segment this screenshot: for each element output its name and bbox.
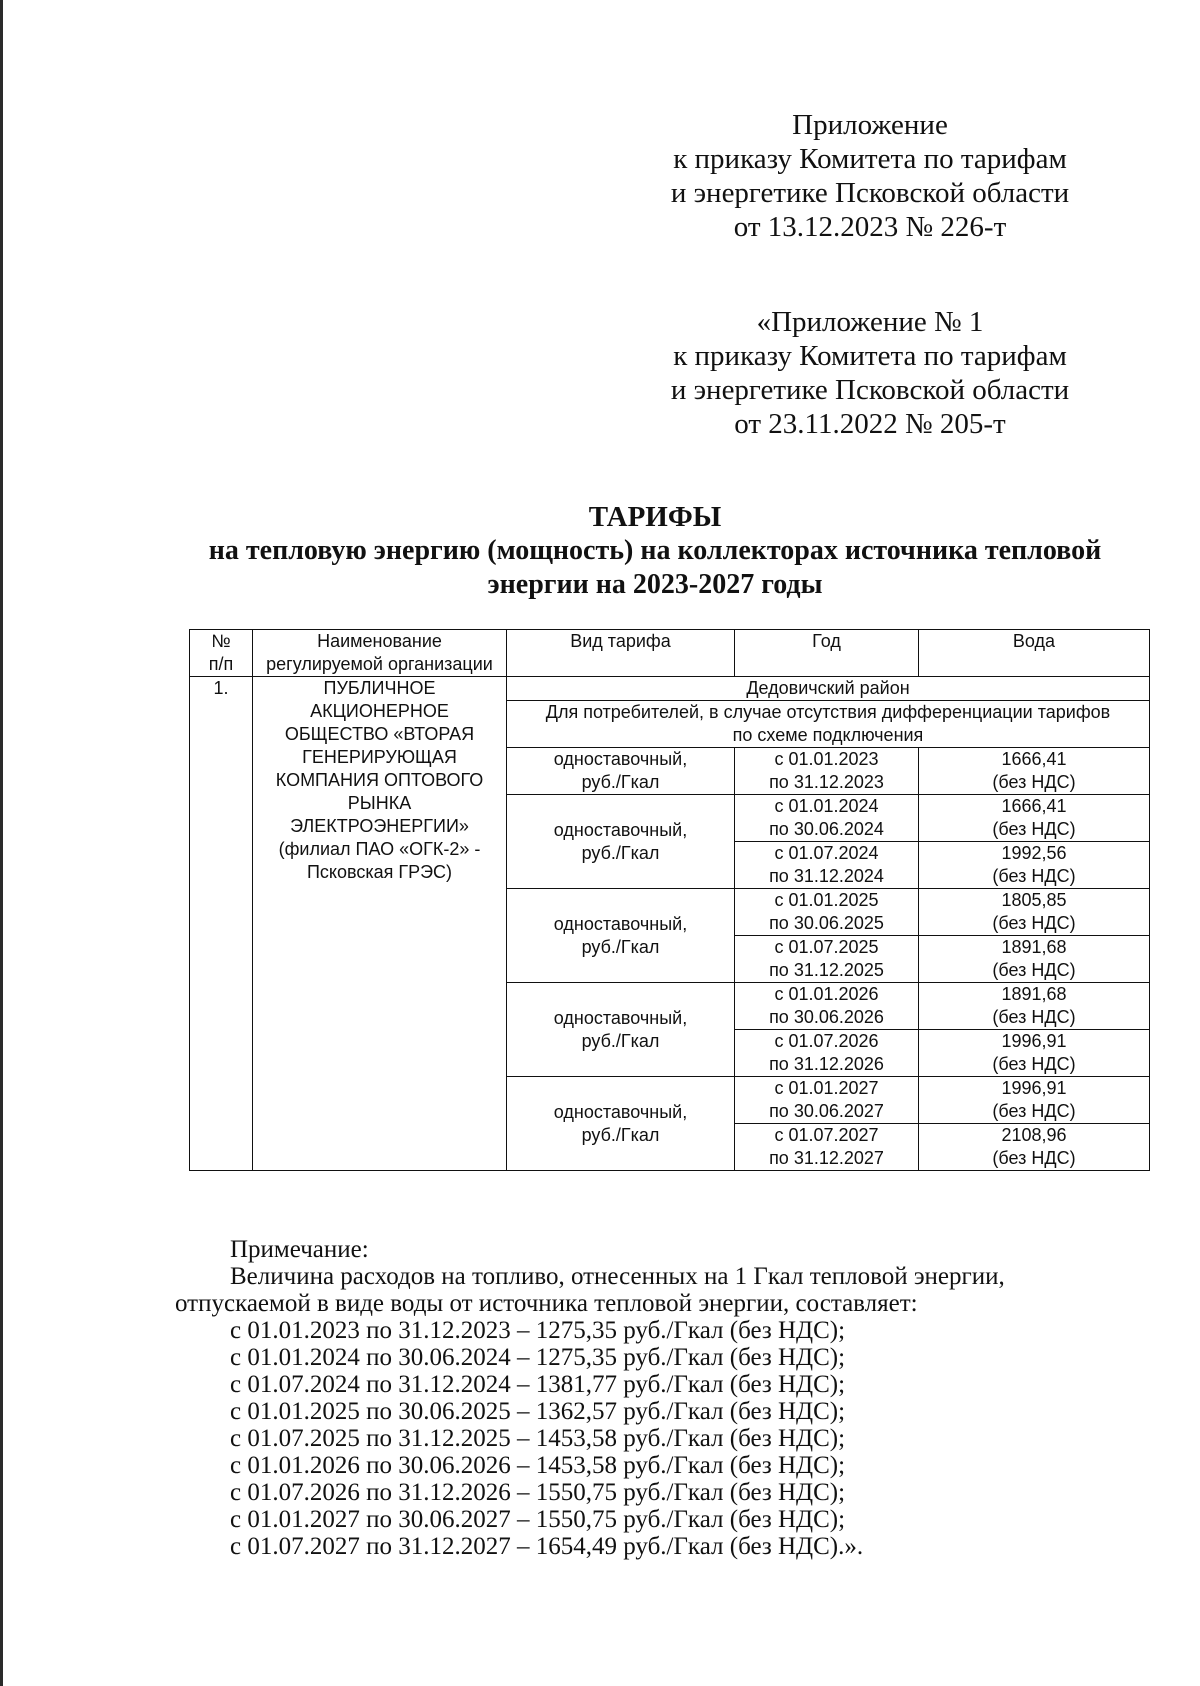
tariff-type-line: руб./Гкал <box>581 772 660 792</box>
vat-note: (без НДС) <box>992 772 1076 792</box>
organization-line: ГЕНЕРИРУЮЩАЯ <box>302 747 457 767</box>
vat-note: (без НДС) <box>992 1148 1076 1168</box>
organization-line: ПУБЛИЧНОЕ <box>323 678 436 698</box>
appendix-line: и энергетике Псковской области <box>670 374 1070 406</box>
organization-line: ЭЛЕКТРОЭНЕРГИИ» <box>290 816 469 836</box>
period-from: с 01.07.2027 <box>774 1125 879 1145</box>
tariff-type-cell <box>507 889 735 983</box>
period-to: по 30.06.2025 <box>769 913 884 933</box>
period-to: по 30.06.2024 <box>769 819 884 839</box>
fuel-cost-item: с 01.07.2024 по 31.12.2024 – 1381,77 руб./Гкал (без НДС); <box>230 1371 846 1398</box>
notes-heading: Примечание: <box>230 1236 369 1263</box>
header-text: регулируемой организации <box>266 654 493 674</box>
tariff-type-line: одноставочный, <box>553 819 688 840</box>
period-from: с 01.01.2024 <box>774 796 879 816</box>
tariff-value: 1666,41 <box>1001 749 1067 769</box>
tariff-type-line: руб./Гкал <box>581 936 660 957</box>
tariff-value: 1666,41 <box>1001 796 1067 816</box>
period-to: по 31.12.2023 <box>769 772 884 792</box>
period-to: по 31.12.2024 <box>769 866 884 886</box>
water-tariff-cell <box>919 748 1150 795</box>
period-cell <box>735 983 919 1030</box>
header-number <box>190 630 253 677</box>
period-to: по 31.12.2027 <box>769 1148 884 1168</box>
period-cell <box>735 889 919 936</box>
tariff-type-cell <box>507 983 735 1077</box>
period-to: по 30.06.2027 <box>769 1101 884 1121</box>
title-subtitle-line: энергии на 2023-2027 годы <box>487 569 823 600</box>
water-tariff-cell <box>919 1030 1150 1077</box>
fuel-cost-item: с 01.07.2027 по 31.12.2027 – 1654,49 руб./Гкал (без НДС).». <box>230 1533 864 1560</box>
tariff-type-line: одноставочный, <box>553 1101 688 1122</box>
organization-name <box>253 677 507 1171</box>
consumer-line: Для потребителей, в случае отсутствия дифференциации тарифов <box>545 702 1111 722</box>
header-text: п/п <box>208 654 234 674</box>
water-tariff-cell <box>919 1077 1150 1124</box>
appendix-line: Приложение <box>792 109 948 141</box>
water-tariff-cell <box>919 842 1150 889</box>
appendix-line: к приказу Комитета по тарифам <box>673 143 1067 175</box>
appendix-line: от 13.12.2023 № 226-т <box>733 211 1007 243</box>
header-text: № <box>211 631 231 651</box>
header-water: Вода <box>919 630 1150 677</box>
title-main: ТАРИФЫ <box>588 501 722 533</box>
water-tariff-cell <box>919 1124 1150 1171</box>
appendix-line: к приказу Комитета по тарифам <box>673 340 1067 372</box>
table-header-row <box>190 630 1150 677</box>
tariff-table <box>189 629 1150 1171</box>
tariff-type-cell <box>507 795 735 889</box>
header-text: Наименование <box>317 631 442 651</box>
fuel-cost-item: с 01.01.2027 по 30.06.2027 – 1550,75 руб./Гкал (без НДС); <box>230 1506 846 1533</box>
tariff-value: 1996,91 <box>1001 1031 1067 1051</box>
vat-note: (без НДС) <box>992 866 1076 886</box>
header-year: Год <box>735 630 919 677</box>
tariff-type-cell <box>507 748 735 795</box>
quoted-appendix-header <box>640 305 1100 441</box>
table-row <box>190 677 1150 701</box>
organization-line: РЫНКА <box>347 793 412 813</box>
period-from: с 01.07.2025 <box>774 937 879 957</box>
district-label: Дедовичский район <box>507 677 1150 701</box>
tariff-type-line: руб./Гкал <box>581 1030 660 1051</box>
period-cell <box>735 842 919 889</box>
appendix-header <box>640 108 1100 244</box>
header-organization <box>253 630 507 677</box>
tariff-type-line: одноставочный, <box>553 749 688 769</box>
fuel-cost-item: с 01.01.2023 по 31.12.2023 – 1275,35 руб./Гкал (без НДС); <box>230 1317 846 1344</box>
period-to: по 31.12.2026 <box>769 1054 884 1074</box>
period-from: с 01.07.2026 <box>774 1031 879 1051</box>
organization-line: Псковская ГРЭС) <box>306 862 453 882</box>
organization-line: АКЦИОНЕРНОЕ <box>310 701 449 721</box>
water-tariff-cell <box>919 936 1150 983</box>
appendix-line: «Приложение № 1 <box>756 306 984 338</box>
tariff-type-cell <box>507 1077 735 1171</box>
vat-note: (без НДС) <box>992 1054 1076 1074</box>
tariff-value: 2108,96 <box>1001 1125 1067 1145</box>
notes-intro: Величина расходов на топливо, отнесенных на 1 Гкал тепловой энергии, отпускаемой в виде воды от источника тепловой энергии, составляет: <box>175 1263 1005 1317</box>
tariff-type-line: руб./Гкал <box>581 1124 660 1145</box>
period-from: с 01.01.2025 <box>774 890 879 910</box>
period-to: по 31.12.2025 <box>769 960 884 980</box>
scan-left-edge <box>0 0 3 1686</box>
tariff-value: 1996,91 <box>1001 1078 1067 1098</box>
water-tariff-cell <box>919 889 1150 936</box>
vat-note: (без НДС) <box>992 913 1076 933</box>
period-from: с 01.01.2023 <box>774 749 879 769</box>
period-cell <box>735 1030 919 1077</box>
period-cell <box>735 936 919 983</box>
fuel-cost-item: с 01.01.2024 по 30.06.2024 – 1275,35 руб./Гкал (без НДС); <box>230 1344 846 1371</box>
consumer-category <box>507 701 1150 748</box>
fuel-cost-item: с 01.07.2025 по 31.12.2025 – 1453,58 руб./Гкал (без НДС); <box>230 1425 846 1452</box>
tariff-value: 1891,68 <box>1001 937 1067 957</box>
row-number: 1. <box>190 677 253 1171</box>
organization-line: (филиал ПАО «ОГК-2» - <box>278 839 481 859</box>
water-tariff-cell <box>919 795 1150 842</box>
period-from: с 01.07.2024 <box>774 843 879 863</box>
appendix-line: и энергетике Псковской области <box>670 177 1070 209</box>
vat-note: (без НДС) <box>992 1007 1076 1027</box>
tariff-type-line: одноставочный, <box>553 913 688 934</box>
notes-section <box>175 1236 1135 1560</box>
fuel-cost-item: с 01.01.2026 по 30.06.2026 – 1453,58 руб./Гкал (без НДС); <box>230 1452 846 1479</box>
period-cell <box>735 1124 919 1171</box>
vat-note: (без НДС) <box>992 1101 1076 1121</box>
tariff-value: 1891,68 <box>1001 984 1067 1004</box>
fuel-cost-item: с 01.01.2025 по 30.06.2025 – 1362,57 руб./Гкал (без НДС); <box>230 1398 846 1425</box>
title-subtitle-line: на тепловую энергию (мощность) на коллекторах источника тепловой <box>208 535 1102 566</box>
tariff-value: 1805,85 <box>1001 890 1067 910</box>
fuel-cost-item: с 01.07.2026 по 31.12.2026 – 1550,75 руб./Гкал (без НДС); <box>230 1479 846 1506</box>
organization-line: КОМПАНИЯ ОПТОВОГО <box>275 770 484 790</box>
vat-note: (без НДС) <box>992 819 1076 839</box>
period-cell <box>735 795 919 842</box>
vat-note: (без НДС) <box>992 960 1076 980</box>
period-cell <box>735 1077 919 1124</box>
period-from: с 01.01.2026 <box>774 984 879 1004</box>
period-from: с 01.01.2027 <box>774 1078 879 1098</box>
tariff-type-line: одноставочный, <box>553 1007 688 1028</box>
consumer-line: по схеме подключения <box>732 725 924 745</box>
tariff-value: 1992,56 <box>1001 843 1067 863</box>
document-title <box>175 500 1135 602</box>
header-tariff-type: Вид тарифа <box>507 630 735 677</box>
period-to: по 30.06.2026 <box>769 1007 884 1027</box>
tariff-type-line: руб./Гкал <box>581 842 660 863</box>
water-tariff-cell <box>919 983 1150 1030</box>
organization-line: ОБЩЕСТВО «ВТОРАЯ <box>284 724 475 744</box>
appendix-line: от 23.11.2022 № 205-т <box>734 408 1006 440</box>
period-cell <box>735 748 919 795</box>
